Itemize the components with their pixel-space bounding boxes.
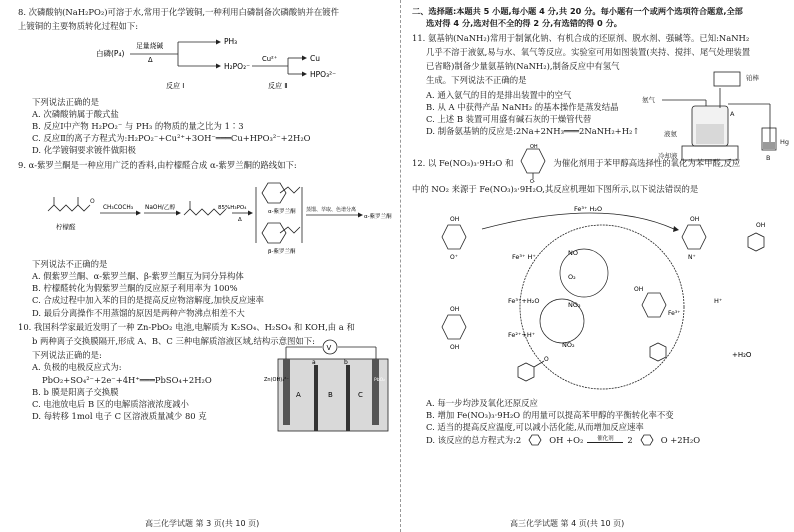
q9-separation-label: 蒸馏、萃取、色谱分离 (306, 206, 357, 213)
q11-option-a: A. 通入氨气的目的是排出装置中的空气 (426, 89, 572, 100)
q11-nh3-label: 氨气 (642, 95, 655, 104)
q8-reactant: 白磷(P₄) (96, 49, 125, 59)
q12-mech-fe3-h2o: Fe³⁺ H₂O (574, 205, 603, 214)
benzaldehyde-ring-icon (637, 433, 657, 447)
q12-option-d-mid: OH +O₂ (549, 435, 584, 446)
question-12 (412, 143, 790, 447)
q10-membrane-a: a (312, 358, 316, 366)
q9-final-label: α-紫罗兰酮 (364, 213, 392, 220)
q12-option-b: B. 增加 Fe(NO₃)₃·9H₂O 的用量可以提高苯甲醇的平衡转化率不变 (426, 409, 674, 420)
q9-option-c: C. 合成过程中加入苯的目的是提高反应物溶解度,加快反应速率 (32, 295, 264, 306)
question-10 (18, 321, 396, 423)
q12-mech-fe2-h: Fe²⁺+H⁺ (508, 331, 536, 340)
q12-mech-oh2: OH (690, 216, 700, 224)
svg-text:O: O (544, 356, 549, 364)
q12-mech-no2: NO₂ (568, 301, 581, 310)
q9-reagent-heat: Δ (238, 216, 242, 223)
page-divider (400, 0, 401, 532)
footer-right: 高三化学试题 第 4 页(共 10 页) (510, 519, 625, 528)
q9-beta-label: β-紫罗兰酮 (268, 248, 296, 255)
q8-prompt: 下列说法正确的是 (32, 96, 99, 107)
q11-option-b: B. 从 A 中获得产品 NaNH₂ 的基本操作是蒸发结晶 (426, 101, 619, 112)
left-page (18, 6, 396, 422)
q12-mech-fe3-h2o-2: Fe³⁺+H₂O (508, 297, 540, 306)
q10-pbo2-label: PbO₂ (374, 377, 385, 383)
q8-option-b: B. 反应Ⅰ中产物 H₂PO₂⁻ 与 PH₃ 的物质的量之比为 1∶3 (32, 120, 244, 131)
q11-flask-a: A (730, 109, 735, 118)
q11-stem-4: 生成。下列说法不正确的是 (426, 75, 527, 86)
q11-stem-2: 几乎不溶于液氨,易与水、氧气等反应。实验室可用如图装置(夹持、搅拌、尾气处理装置 (426, 46, 751, 57)
q12-option-d-catalyst: 催化剂 (597, 435, 614, 442)
q12-stem-line2: 中的 NO₂ 来源于 Fe(NO₃)₃·9H₂O,其反应机理如下图所示,以下说法错误的是 (412, 184, 699, 195)
q12-option-d-lead: D. 该反应的总方程式为:2 (426, 435, 522, 446)
q12-mechanism (412, 197, 790, 396)
q8-product-cu: Cu (310, 54, 320, 64)
q12-mech-h-plus: H⁺ (714, 297, 723, 306)
q9-option-a: A. 假紫罗兰酮、α-紫罗兰酮、β-紫罗兰酮互为同分异构体 (32, 271, 244, 282)
q12-mech-fe3-h: Fe³⁺ H⁺ (512, 253, 536, 262)
tempo-structure (513, 143, 553, 186)
q10-zn-label: Zn(OH)₄²⁻ (264, 376, 289, 383)
q11-hg-label: Hg (780, 137, 790, 146)
question-9 (18, 159, 396, 319)
q9-citral-label: 柠檬醛 (56, 222, 76, 231)
q8-label-reaction2: 反应 Ⅱ (268, 82, 288, 91)
q12-mech-oh3: OH (756, 222, 766, 230)
svg-text:O·: O· (530, 179, 536, 186)
q12-option-d (426, 433, 790, 447)
q8-reagent-top: 足量烧碱 (136, 42, 164, 51)
q11-option-c: C. 上述 B 装置可用盛有碱石灰的干燥管代替 (426, 113, 592, 124)
q12-option-d-tail: O +2H₂O (660, 435, 701, 446)
q10-region-b: B (328, 390, 333, 399)
q12-mech-fe3: Fe³⁺ (668, 310, 681, 318)
q8-reagent-bottom: Δ (148, 56, 153, 65)
q12-option-a: A. 每一步均涉及氧化还原反应 (426, 397, 538, 408)
q12-mech-h2o-right: +H₂O (732, 351, 752, 360)
q10-prompt: 下列说法正确的是: (32, 350, 102, 361)
q12-mech-oh5: OH (450, 306, 460, 314)
q11-stem-3: 已省略)制备少量氨基钠(NaNH₂),制备反应中有氢气 (426, 61, 620, 72)
q12-option-d-two: 2 (627, 435, 633, 446)
q8-option-c: C. 反应Ⅱ的离子方程式为:H₂PO₂⁻+Cu²⁺+3OH⁻═══Cu+HPO₃²⁻+2H₂O (32, 133, 311, 144)
q11-option-d: D. 制备氨基钠的反应是:2Na+2NH₃═══2NaNH₂+H₂↑ (426, 126, 640, 137)
q12-mech-o2: O₂ (568, 273, 576, 282)
q10-stem-line1: 10. 我国科学家最近发明了一种 Zn-PbO₂ 电池,电解质为 K₂SO₄、H₂SO₄ 和 KOH,由 a 和 (18, 321, 355, 332)
q12-mech-oh1: OH (450, 216, 460, 224)
q8-option-a: A. 次磷酸钠属于酸式盐 (32, 108, 119, 119)
q9-prompt: 下列说法不正确的是 (32, 258, 108, 269)
q8-reagent-cu: Cu²⁺ (262, 55, 278, 64)
q12-stem-part1b: 为催化剂用于苯甲醇高选择性的氧化为苯甲醛,反应 (553, 158, 741, 169)
q9-stem: 9. α-紫罗兰酮是一种应用广泛的香料,由柠檬醛合成 α-紫罗兰酮的路线如下: (18, 159, 297, 170)
q12-stem-part1: 12. 以 Fe(NO₃)₃·9H₂O 和 (412, 158, 514, 169)
q10-membrane-b: b (344, 358, 348, 366)
q10-stem-line2: b 两种离子交换膜隔开,形成 A、B、C 三种电解质溶液区域,结构示意图如下: (32, 336, 315, 346)
question-8 (18, 6, 396, 157)
footer-left: 高三化学试题 第 3 页(共 10 页) (145, 519, 260, 528)
q10-option-b: B. b 膜是阳离子交换膜 (32, 386, 119, 397)
q10-option-c: C. 电池放电后 B 区的电解质溶液浓度减小 (32, 398, 189, 409)
q10-option-a: A. 负极的电极反应式为: (32, 362, 122, 373)
right-page (412, 6, 790, 447)
q8-option-d: D. 化学镀铜要求镀件做阳极 (32, 145, 136, 156)
q10-cell-figure (264, 337, 396, 436)
q12-mech-o-plus1: O⁺ (450, 254, 458, 262)
q10-region-a: A (296, 390, 301, 399)
svg-text:O: O (90, 197, 95, 205)
q11-liquid-ammonia: 液氨 (664, 129, 677, 138)
q8-stem-line2: 上镀铜的主要物质转化过程如下: (18, 21, 139, 32)
q12-option-c: C. 适当的提高反应温度,可以减小活化能,从而增加反应速率 (426, 422, 644, 433)
q9-reagent-acetone: CH₃COCH₃ (103, 204, 134, 211)
q10-option-d: D. 每转移 1mol 电子 C 区溶液质量减少 80 克 (32, 411, 207, 422)
q8-stem-line1: 8. 次磷酸钠(NaH₂PO₂)可溶于水,常用于化学镀铜,一种利用白磷制备次磷酸钠并在镀件 (18, 7, 339, 17)
q12-mech-no: NO (568, 249, 578, 258)
q9-reagent-naoh: NaOH/乙醇 (145, 204, 176, 211)
section2-line2: 选对得 4 分,选对但不全的得 2 分,有选错的得 0 分。 (426, 17, 622, 28)
q8-scheme (18, 34, 396, 95)
q9-option-b: B. 柠檬醛转化为假紫罗兰酮的反应原子利用率为 100% (32, 283, 238, 294)
q10-voltmeter-label: V (326, 343, 332, 352)
q10-option-a-eq: PbO₂+SO₄²⁻+2e⁻+4H⁺═══PbSO₄+2H₂O (42, 374, 212, 385)
svg-text:OH: OH (530, 144, 539, 151)
q9-reagent-h3po4: 85%H₃PO₄ (218, 204, 247, 211)
q11-coolant: 冷却液 (658, 151, 678, 160)
q8-product-hpo3: HPO₃²⁻ (310, 70, 337, 80)
q11-rod-label: 铂棒 (746, 73, 759, 82)
q8-product-h2po2: H₂PO₂⁻ (224, 62, 251, 72)
section2-title: 二、选择题:本题共 5 小题,每小题 4 分,共 20 分。每小题有一个或两个选项符合题意,全部 (412, 6, 743, 16)
q9-scheme (18, 173, 396, 258)
q9-alpha-label: α-紫罗兰酮 (268, 208, 296, 215)
q10-region-c: C (358, 390, 363, 399)
q8-label-reaction1: 反应 Ⅰ (166, 82, 185, 91)
benzene-ring-icon (525, 433, 545, 447)
q12-mech-n-plus: N⁺ (688, 254, 696, 262)
q8-product-ph3: PH₃ (224, 37, 238, 47)
q11-bottle-b: B (766, 153, 771, 162)
q12-mech-oh6: OH (450, 344, 460, 352)
q11-stem-1: 11. 氨基钠(NaNH₂)常用于制氰化钠、有机合成的还原剂、脱水剂、强碱等。已知:NaNH₂ (412, 32, 750, 43)
q12-mech-no2-b: NO₂ (562, 341, 575, 350)
q9-option-d: D. 最后分离操作不用蒸馏的原因是两种产物沸点相差不大 (32, 307, 245, 318)
q12-mech-oh4: OH (634, 286, 644, 294)
